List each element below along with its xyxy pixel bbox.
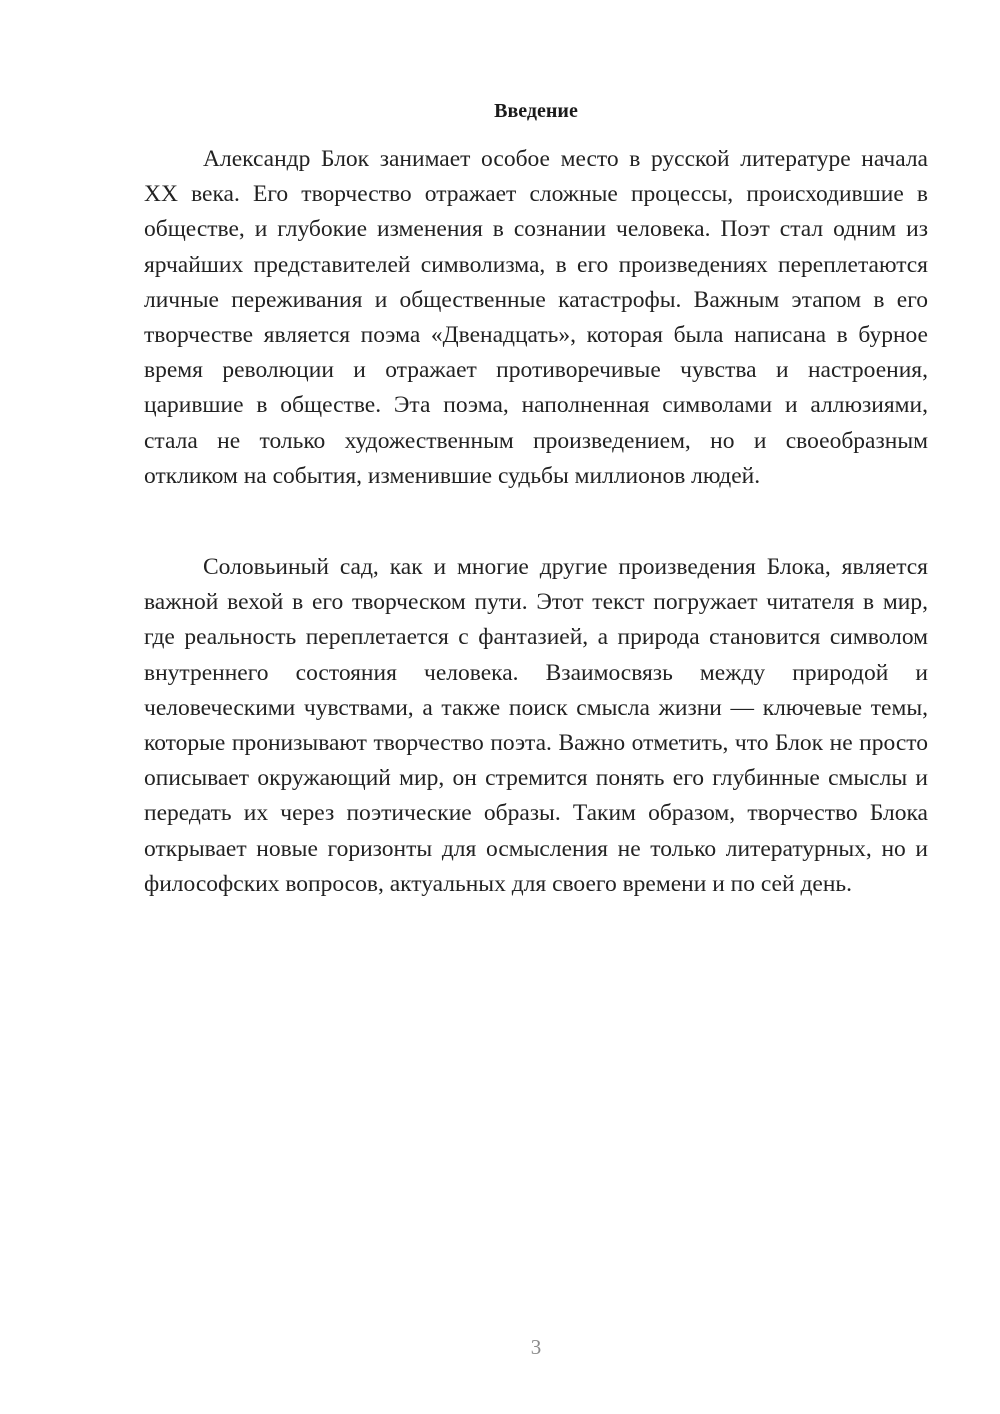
page-number: 3 [530,1335,542,1359]
paragraph-intro: Александр Блок занимает особое место в русской литературе начала XX века. Его творчество отражает сложные процессы, происходившие в обществе, и глубокие изменения в сознании человека. Поэт стал одним из ярчайших представителей символизма, в его произведениях переплетаются личные переживания и общественные катастрофы. Важным этапом в его творчестве является поэма «Двенадцать», которая была написана в бурное время революции и отражает противоречивые чувства и настроения, царившие в обществе. Эта поэма, наполненная символами и аллюзиями, стала не только художественным произведением, но и своеобразным откликом на события, изменившие судьбы миллионов людей. [144,146,928,489]
section-heading: Введение [494,100,578,122]
paragraph-solovyiny-sad: Соловьиный сад, как и многие другие произведения Блока, является важной вехой в его творческом пути. Этот текст погружает читателя в мир, где реальность переплетается с фантазией, а природа становится символом внутреннего состояния человека. Взаимосвязь между природой и человеческими чувствами, а также поиск смысла жизни — ключевые темы, которые пронизывают творчество поэта. Важно отметить, что Блок не просто описывает окружающий мир, он стремится понять его глубинные смыслы и передать их через поэтические образы. Таким образом, творчество Блока открывает новые горизонты для осмысления не только литературных, но и философских вопросов, актуальных для своего времени и по сей день. [144,554,928,897]
